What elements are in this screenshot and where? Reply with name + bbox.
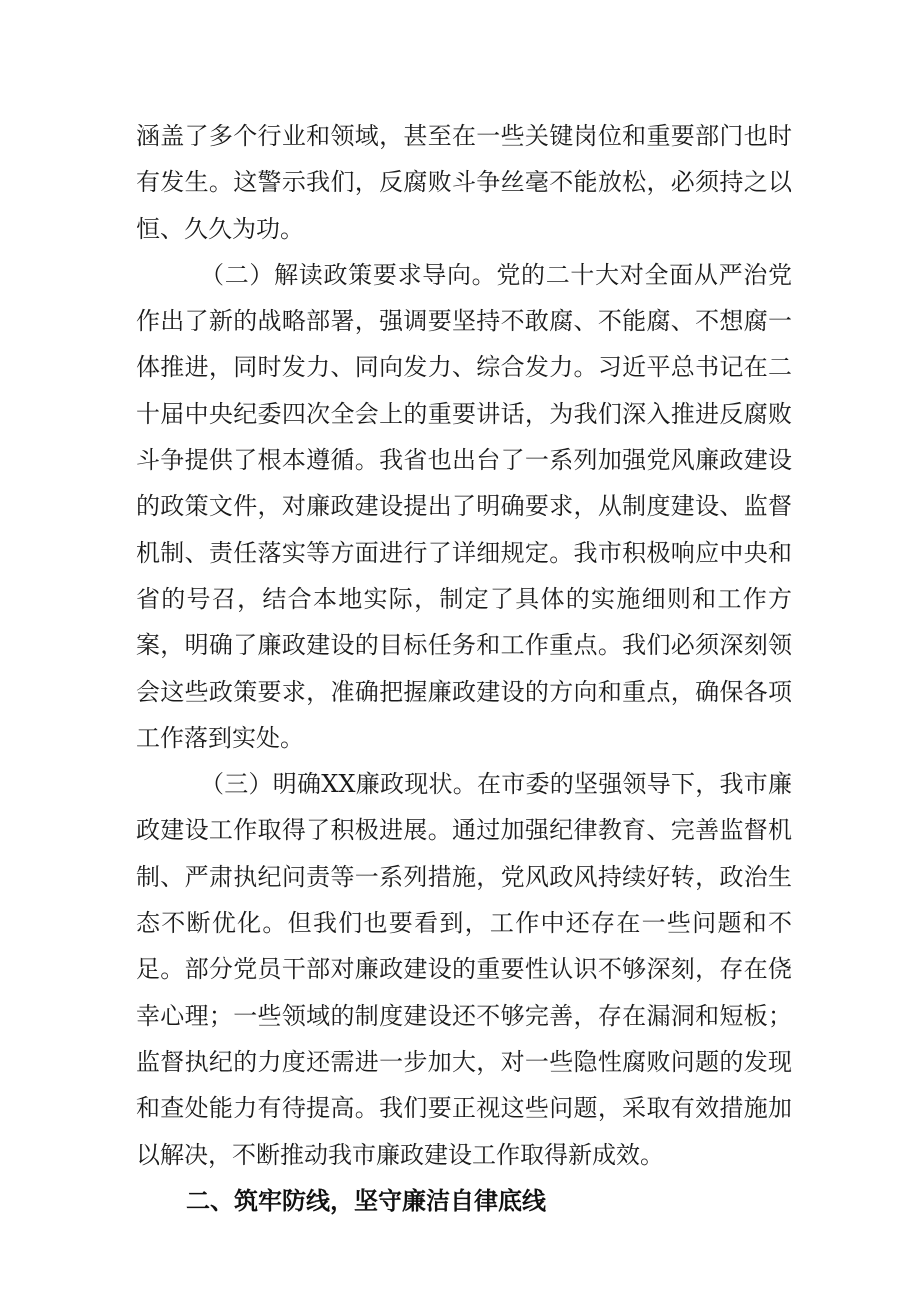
document-body: [136, 113, 792, 1224]
section-heading: 二、筑牢防线，坚守廉洁自律底线: [186, 1186, 546, 1215]
paragraph-continuation: 涵盖了多个行业和领域，甚至在一些关键岗位和重要部门也时有发生。这警示我们，反腐败斗争丝毫不能放松，必须持之以恒、久久为功。: [136, 122, 792, 243]
paragraph-current-status: （三）明确XX廉政现状。在市委的坚强领导下，我市廉政建设工作取得了积极进展。通过加强纪律教育、完善监督机制、严肃执纪问责等一系列措施，党风政风持续好转，政治生态不断优化。但我们也要看到，工作中还存在一些问题和不足。部分党员干部对廉政建设的重要性认识不够深刻，存在侥幸心理；一些领域的制度建设还不够完善，存在漏洞和短板；监督执纪的力度还需进一步加大，对一些隐性腐败问题的发现和查处能力有待提高。我们要正视这些问题，采取有效措施加以解决，不断推动我市廉政建设工作取得新成效。: [136, 770, 792, 1169]
paragraph-policy-requirements: （二）解读政策要求导向。党的二十大对全面从严治党作出了新的战略部署，强调要坚持不敢腐、不能腐、不想腐一体推进，同时发力、同向发力、综合发力。习近平总书记在二十届中央纪委四次全会上的重要讲话，为我们深入推进反腐败斗争提供了根本遵循。我省也出台了一系列加强党风廉政建设的政策文件，对廉政建设提出了明确要求，从制度建设、监督机制、责任落实等方面进行了详细规定。我市积极响应中央和省的号召，结合本地实际，制定了具体的实施细则和工作方案，明确了廉政建设的目标任务和工作重点。我们必须深刻领会这些政策要求，准确把握廉政建设的方向和重点，确保各项工作落到实处。: [136, 260, 792, 752]
